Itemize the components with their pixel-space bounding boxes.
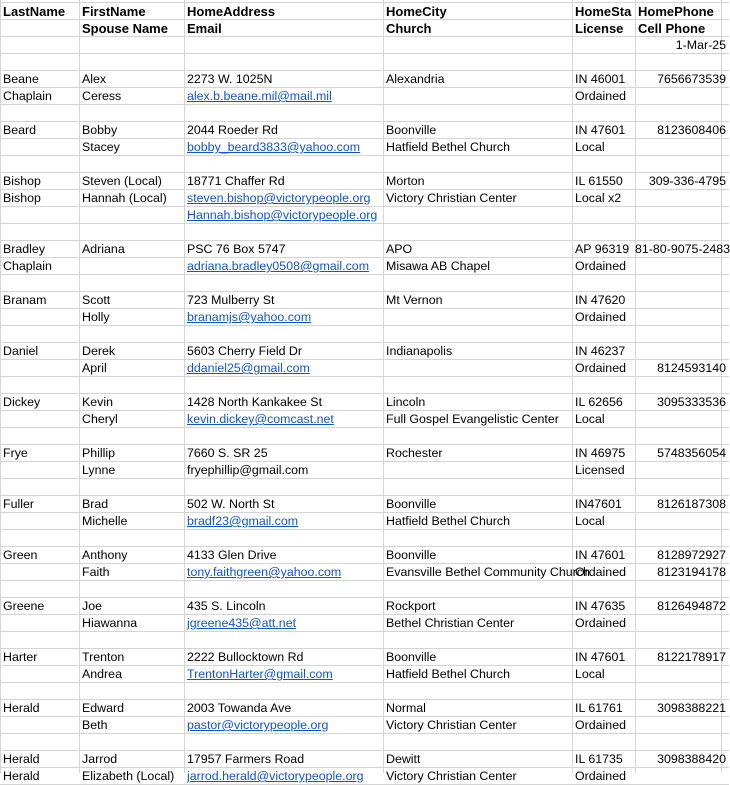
cell-phone[interactable] bbox=[635, 292, 729, 309]
cell-state[interactable]: Local x2 bbox=[575, 191, 622, 205]
cell-address[interactable]: 18771 Chaffer Rd bbox=[187, 174, 285, 188]
cell-state[interactable]: Ordained bbox=[575, 89, 626, 103]
cell-phone[interactable] bbox=[635, 88, 729, 105]
cell-last-name[interactable] bbox=[0, 207, 79, 224]
cell-last-name[interactable]: Beane bbox=[3, 72, 39, 86]
cell-city[interactable] bbox=[383, 462, 572, 479]
cell-city[interactable]: Boonville bbox=[386, 497, 437, 511]
cell-address[interactable]: 723 Mulberry St bbox=[187, 293, 275, 307]
row-gridline bbox=[0, 427, 729, 428]
cell-last-name[interactable] bbox=[0, 360, 79, 377]
cell-city[interactable]: Hatfield Bethel Church bbox=[386, 667, 510, 681]
cell-city[interactable]: Boonville bbox=[386, 548, 437, 562]
cell-last-name[interactable]: Daniel bbox=[3, 344, 39, 358]
cell-address[interactable]: steven.bishop@victorypeople.org bbox=[187, 191, 371, 205]
cell-first-name[interactable]: Adriana bbox=[82, 242, 125, 256]
header-cell-last-name[interactable]: LastName bbox=[3, 4, 66, 19]
cell-first-name[interactable]: Brad bbox=[82, 497, 109, 511]
cell-phone[interactable] bbox=[635, 513, 729, 530]
row-gridline bbox=[0, 325, 729, 326]
cell-first-name[interactable]: Stacey bbox=[82, 140, 120, 154]
cell-first-name[interactable]: Anthony bbox=[82, 548, 128, 562]
row-gridline bbox=[0, 682, 729, 683]
row-gridline bbox=[0, 631, 729, 632]
cell-city[interactable]: Indianapolis bbox=[386, 344, 453, 358]
cell-state[interactable]: Licensed bbox=[575, 463, 625, 477]
cell-first-name[interactable]: Michelle bbox=[82, 514, 128, 528]
cell-phone[interactable]: 7656673539 bbox=[657, 72, 726, 86]
cell-state[interactable]: Ordained bbox=[575, 616, 626, 630]
cell-phone[interactable]: 5748356054 bbox=[657, 446, 726, 460]
cell-last-name[interactable] bbox=[0, 717, 79, 734]
cell-city[interactable]: Boonville bbox=[386, 650, 437, 664]
cell-address[interactable]: adriana.bradley0508@gmail.com bbox=[187, 259, 370, 273]
cell-state[interactable]: IL 61735 bbox=[575, 752, 623, 766]
cell-last-name[interactable] bbox=[0, 309, 79, 326]
cell-first-name[interactable]: Bobby bbox=[82, 123, 118, 137]
cell-address[interactable]: ddaniel25@gmail.com bbox=[187, 361, 310, 375]
cell-last-name[interactable] bbox=[0, 666, 79, 683]
cell-state[interactable]: Ordained bbox=[575, 361, 626, 375]
row-gridline bbox=[0, 223, 729, 224]
cell-first-name[interactable]: Cheryl bbox=[82, 412, 118, 426]
cell-last-name[interactable]: Herald bbox=[3, 701, 40, 715]
cell-phone[interactable] bbox=[635, 309, 729, 326]
cell-first-name[interactable]: Steven (Local) bbox=[82, 174, 162, 188]
cell-city[interactable]: Alexandria bbox=[386, 72, 445, 86]
cell-first-name[interactable]: Elizabeth (Local) bbox=[82, 769, 175, 783]
cell-state[interactable]: IN 46001 bbox=[575, 72, 626, 86]
cell-address[interactable]: fryephillip@gmail.com bbox=[187, 463, 309, 477]
cell-address[interactable]: 7660 S. SR 25 bbox=[187, 446, 268, 460]
header-cell-city[interactable] bbox=[383, 37, 572, 54]
cell-city[interactable]: Hatfield Bethel Church bbox=[386, 140, 510, 154]
cell-first-name[interactable] bbox=[79, 258, 184, 275]
cell-state[interactable]: IN 47635 bbox=[575, 599, 626, 613]
cell-phone[interactable] bbox=[635, 462, 729, 479]
cell-state[interactable]: Local bbox=[575, 667, 605, 681]
cell-phone[interactable] bbox=[635, 768, 729, 785]
cell-state[interactable]: IN 47601 bbox=[575, 548, 626, 562]
cell-state[interactable]: Ordained bbox=[575, 310, 626, 324]
cell-phone[interactable] bbox=[635, 615, 729, 632]
cell-first-name[interactable]: Kevin bbox=[82, 395, 113, 409]
cell-last-name[interactable]: Herald bbox=[3, 769, 40, 783]
cell-phone[interactable] bbox=[635, 666, 729, 683]
cell-phone[interactable] bbox=[635, 258, 729, 275]
cell-phone[interactable] bbox=[635, 343, 729, 360]
cell-state[interactable]: IN 47601 bbox=[575, 123, 626, 137]
cell-last-name[interactable] bbox=[0, 513, 79, 530]
cell-address[interactable]: 2222 Bullocktown Rd bbox=[187, 650, 304, 664]
cell-city[interactable]: Victory Christian Center bbox=[386, 718, 517, 732]
header-cell-first-name[interactable]: Spouse Name bbox=[82, 21, 168, 36]
header-cell-phone[interactable]: 1-Mar-25 bbox=[675, 38, 726, 52]
cell-city[interactable]: Boonville bbox=[386, 123, 437, 137]
cell-phone[interactable]: 3095333536 bbox=[657, 395, 726, 409]
cell-phone[interactable]: 8126187308 bbox=[657, 497, 726, 511]
cell-state[interactable]: IN 47620 bbox=[575, 293, 626, 307]
cell-state[interactable]: IN 46237 bbox=[575, 344, 626, 358]
cell-last-name[interactable]: Chaplain bbox=[3, 89, 52, 103]
row-gridline bbox=[0, 529, 729, 530]
cell-address[interactable]: bradf23@gmail.com bbox=[187, 514, 299, 528]
header-cell-phone[interactable]: HomePhone bbox=[638, 4, 714, 19]
cell-state[interactable]: IL 61550 bbox=[575, 174, 623, 188]
cell-address[interactable]: 502 W. North St bbox=[187, 497, 275, 511]
cell-phone[interactable]: 309-336-4795 bbox=[648, 174, 726, 188]
cell-first-name[interactable]: Andrea bbox=[82, 667, 122, 681]
cell-address[interactable]: Hannah.bishop@victorypeople.org bbox=[187, 208, 378, 222]
cell-city[interactable] bbox=[383, 309, 572, 326]
row-gridline bbox=[0, 104, 729, 105]
cell-state[interactable]: Ordained bbox=[575, 565, 626, 579]
header-cell-address[interactable]: Email bbox=[187, 21, 222, 36]
cell-state[interactable]: IL 61761 bbox=[575, 701, 623, 715]
cell-phone[interactable]: 8123608406 bbox=[657, 123, 726, 137]
header-cell-state[interactable] bbox=[572, 37, 635, 54]
cell-address[interactable]: jarrod.herald@victorypeople.org bbox=[187, 769, 364, 783]
cell-address[interactable]: 1428 North Kankakee St bbox=[187, 395, 323, 409]
cell-phone[interactable]: 3098388420 bbox=[657, 752, 726, 766]
cell-address[interactable]: 2003 Towanda Ave bbox=[187, 701, 292, 715]
cell-first-name[interactable]: Scott bbox=[82, 293, 111, 307]
cell-phone[interactable]: 8126494872 bbox=[657, 599, 726, 613]
cell-state[interactable]: Local bbox=[575, 514, 605, 528]
row-gridline bbox=[0, 376, 729, 377]
header-cell-phone[interactable]: Cell Phone bbox=[638, 21, 706, 36]
cell-last-name[interactable]: Chaplain bbox=[3, 259, 52, 273]
cell-city[interactable] bbox=[383, 360, 572, 377]
cell-city[interactable]: Lincoln bbox=[386, 395, 426, 409]
header-cell-state[interactable]: HomeSta bbox=[575, 4, 632, 19]
cell-city[interactable] bbox=[383, 207, 572, 224]
cell-address[interactable]: pastor@victorypeople.org bbox=[187, 718, 329, 732]
cell-address[interactable]: 2044 Roeder Rd bbox=[187, 123, 278, 137]
header-cell-first-name[interactable]: FirstName bbox=[82, 4, 146, 19]
cell-first-name[interactable]: Ceress bbox=[82, 89, 122, 103]
row-gridline bbox=[0, 478, 729, 479]
cell-state[interactable]: Local bbox=[575, 412, 605, 426]
header-cell-last-name[interactable] bbox=[0, 20, 79, 37]
cell-state[interactable]: IN 46975 bbox=[575, 446, 626, 460]
cell-phone[interactable]: 8128972927 bbox=[657, 548, 726, 562]
cell-last-name[interactable]: Beard bbox=[3, 123, 37, 137]
cell-phone[interactable]: 3098388221 bbox=[657, 701, 726, 715]
cell-last-name[interactable]: Greene bbox=[3, 599, 45, 613]
cell-state[interactable]: Ordained bbox=[575, 718, 626, 732]
cell-first-name[interactable]: Beth bbox=[82, 718, 108, 732]
cell-first-name[interactable]: Alex bbox=[82, 72, 107, 86]
cell-city[interactable]: Mt Vernon bbox=[386, 293, 443, 307]
cell-first-name[interactable]: April bbox=[82, 361, 107, 375]
cell-first-name[interactable]: Faith bbox=[82, 565, 110, 579]
header-cell-city[interactable]: HomeCity bbox=[386, 4, 447, 19]
cell-address[interactable]: PSC 76 Box 5747 bbox=[187, 242, 286, 256]
cell-state[interactable]: IN 47601 bbox=[575, 650, 626, 664]
cell-first-name[interactable]: Joe bbox=[82, 599, 102, 613]
cell-state[interactable]: IN47601 bbox=[575, 497, 622, 511]
cell-last-name[interactable] bbox=[0, 564, 79, 581]
cell-address[interactable]: tony.faithgreen@yahoo.com bbox=[187, 565, 342, 579]
cell-state[interactable] bbox=[572, 207, 635, 224]
cell-last-name[interactable]: Branam bbox=[3, 293, 47, 307]
cell-city[interactable]: Misawa AB Chapel bbox=[386, 259, 490, 273]
cell-phone[interactable] bbox=[635, 139, 729, 156]
cell-address[interactable]: bobby_beard3833@yahoo.com bbox=[187, 140, 361, 154]
cell-state[interactable]: IL 62656 bbox=[575, 395, 623, 409]
cell-city[interactable]: APO bbox=[386, 242, 413, 256]
cell-city[interactable] bbox=[383, 88, 572, 105]
cell-first-name[interactable]: Hannah (Local) bbox=[82, 191, 167, 205]
cell-last-name[interactable]: Frye bbox=[3, 446, 28, 460]
cell-city[interactable]: Victory Christian Center bbox=[386, 769, 517, 783]
header-cell-address[interactable]: HomeAddress bbox=[187, 4, 276, 19]
cell-last-name[interactable]: Green bbox=[3, 548, 38, 562]
cell-phone[interactable] bbox=[635, 411, 729, 428]
row-gridline bbox=[0, 580, 729, 581]
cell-first-name[interactable]: Holly bbox=[82, 310, 110, 324]
cell-city[interactable]: Victory Christian Center bbox=[386, 191, 517, 205]
cell-state[interactable]: AP 96319 bbox=[575, 242, 630, 256]
cell-first-name[interactable]: Jarrod bbox=[82, 752, 118, 766]
cell-last-name[interactable]: Dickey bbox=[3, 395, 41, 409]
cell-phone[interactable] bbox=[635, 717, 729, 734]
cell-address[interactable]: branamjs@yahoo.com bbox=[187, 310, 312, 324]
cell-state[interactable]: Ordained bbox=[575, 769, 626, 783]
cell-first-name[interactable]: Lynne bbox=[82, 463, 116, 477]
cell-phone[interactable] bbox=[635, 207, 729, 224]
row-gridline bbox=[0, 53, 729, 54]
cell-address[interactable]: 17957 Farmers Road bbox=[187, 752, 305, 766]
cell-last-name[interactable] bbox=[0, 411, 79, 428]
cell-first-name[interactable]: Edward bbox=[82, 701, 125, 715]
cell-city[interactable]: Full Gospel Evangelistic Center bbox=[386, 412, 559, 426]
cell-city[interactable]: Bethel Christian Center bbox=[386, 616, 515, 630]
cell-last-name[interactable]: Bradley bbox=[3, 242, 46, 256]
cell-city[interactable]: Rockport bbox=[386, 599, 436, 613]
cell-city[interactable]: Hatfield Bethel Church bbox=[386, 514, 510, 528]
cell-address[interactable]: 435 S. Lincoln bbox=[187, 599, 266, 613]
cell-first-name[interactable]: Trenton bbox=[82, 650, 125, 664]
cell-phone[interactable]: 81-80-9075-2483 bbox=[635, 242, 730, 256]
cell-first-name[interactable]: Derek bbox=[82, 344, 116, 358]
cell-last-name[interactable] bbox=[0, 615, 79, 632]
cell-city[interactable]: Morton bbox=[386, 174, 425, 188]
header-cell-first-name[interactable] bbox=[79, 37, 184, 54]
cell-last-name[interactable]: Bishop bbox=[3, 191, 41, 205]
cell-city[interactable]: Rochester bbox=[386, 446, 443, 460]
header-cell-state[interactable]: License bbox=[575, 21, 624, 36]
header-cell-address[interactable] bbox=[184, 37, 383, 54]
header-cell-city[interactable]: Church bbox=[386, 21, 432, 36]
cell-phone[interactable]: 8122178917 bbox=[657, 650, 726, 664]
cell-last-name[interactable]: Herald bbox=[3, 752, 40, 766]
header-cell-last-name[interactable] bbox=[0, 37, 79, 54]
cell-address[interactable]: 4133 Glen Drive bbox=[187, 548, 277, 562]
cell-city[interactable]: Evansville Bethel Community Church bbox=[386, 565, 590, 579]
row-gridline bbox=[0, 155, 729, 156]
cell-last-name[interactable]: Fuller bbox=[3, 497, 34, 511]
cell-first-name[interactable]: Hiawanna bbox=[82, 616, 138, 630]
cell-last-name[interactable] bbox=[0, 139, 79, 156]
cell-phone[interactable]: 8124593140 bbox=[657, 361, 726, 375]
cell-phone[interactable]: 8123194178 bbox=[657, 565, 726, 579]
cell-state[interactable]: Local bbox=[575, 140, 605, 154]
cell-address[interactable]: alex.b.beane.mil@mail.mil bbox=[187, 89, 332, 103]
cell-city[interactable]: Dewitt bbox=[386, 752, 421, 766]
row-gridline bbox=[0, 733, 729, 734]
cell-address[interactable]: 2273 W. 1025N bbox=[187, 72, 273, 86]
cell-address[interactable]: 5603 Cherry Field Dr bbox=[187, 344, 303, 358]
cell-phone[interactable] bbox=[635, 190, 729, 207]
cell-last-name[interactable]: Harter bbox=[3, 650, 38, 664]
cell-first-name[interactable] bbox=[79, 207, 184, 224]
cell-address[interactable]: jgreene435@att.net bbox=[187, 616, 297, 630]
cell-city[interactable]: Normal bbox=[386, 701, 426, 715]
cell-last-name[interactable] bbox=[0, 462, 79, 479]
row-gridline bbox=[0, 274, 729, 275]
cell-state[interactable]: Ordained bbox=[575, 259, 626, 273]
cell-first-name[interactable]: Phillip bbox=[82, 446, 116, 460]
cell-last-name[interactable]: Bishop bbox=[3, 174, 41, 188]
cell-address[interactable]: TrentonHarter@gmail.com bbox=[187, 667, 333, 681]
cell-address[interactable]: kevin.dickey@comcast.net bbox=[187, 412, 334, 426]
